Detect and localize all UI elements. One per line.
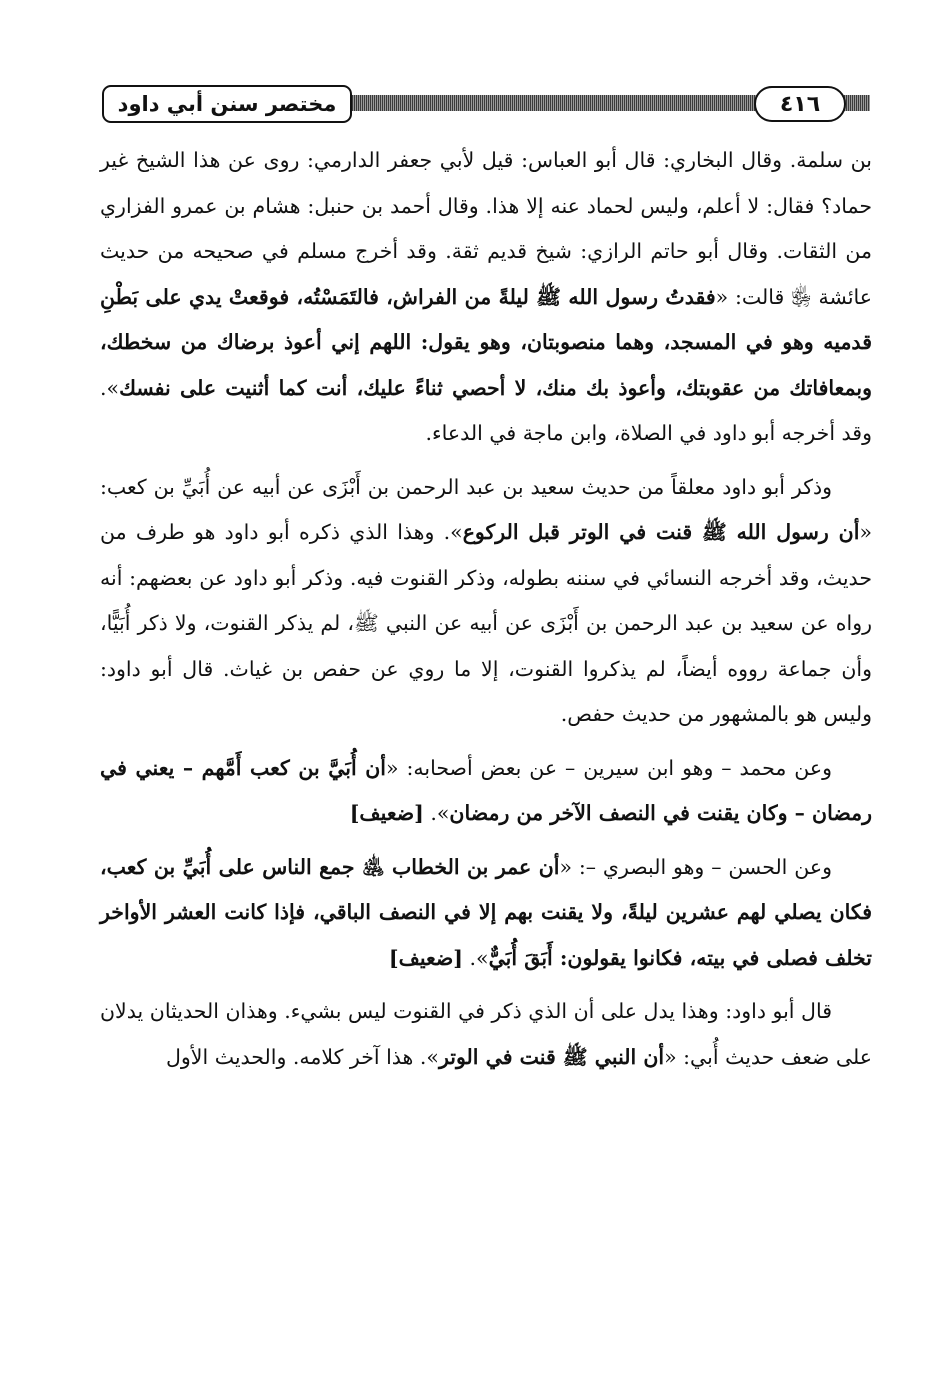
text-span: ». وقد أخرجه أبو داود في الصلاة، وابن ماجة في الدعاء. <box>100 375 872 445</box>
text-span: ». هذا آخر كلامه. والحديث الأول <box>166 1044 439 1069</box>
page-header <box>100 84 872 128</box>
text-span: قال أبو داود: وهذا يدل على أن الذي ذكر في القنوت ليس بشيء. وهذان الحديثان يدلان على ضعف حديث أُبي: « <box>100 999 872 1069</box>
page-number: ٤١٦ <box>779 91 821 117</box>
hadith-text: أن عمر بن الخطاب ﵁ جمع الناس على أُبَيِّ بن كعب، فكان يصلي لهم عشرين ليلةً، ولا يقنت بهم إلا في النصف الباقي، فإذا كانت العشر الأواخر تخلف فصلى في بيته، فكانوا يقولون: أَبَقَ أُبَيٌّ <box>100 854 872 970</box>
text-span: بن سلمة. وقال البخاري: قال أبو العباس: قيل لأبي جعفر الدارمي: روى عن هذا الشيخ غير حماد؟ فقال: لا أعلم، وليس لحماد عنه إلا هذا. وقال أحمد بن حنبل: هشام بن عمرو الفزاري من الثقات. وقال أبو حاتم الرازي: شيخ قديم ثقة. وقد أخرج مسلم في صحيحه من حديث عائشة ﵂ قالت: « <box>100 148 872 309</box>
text-span: وعن الحسن – وهو البصري –: « <box>559 854 832 879</box>
grading-badge: [ضعيف] <box>349 801 424 825</box>
paragraph <box>100 465 872 738</box>
paragraph <box>100 746 872 837</box>
book-title-box <box>102 85 352 123</box>
hadith-text: أن رسول الله ﷺ قنت في الوتر قبل الركوع <box>462 520 860 544</box>
paragraph <box>100 845 872 982</box>
hadith-text: أن النبي ﷺ قنت في الوتر <box>438 1044 665 1069</box>
hadith-text: أن أُبَيَّ بن كعب أَمَّهم – يعني في رمضان – وكان يقنت في النصف الآخر من رمضان <box>100 755 872 825</box>
book-title: مختصر سنن أبي داود <box>117 92 337 116</box>
paragraph <box>100 989 872 1080</box>
text-span: وعن محمد – وهو ابن سيرين – عن بعض أصحابه: « <box>386 755 832 780</box>
page-number-box <box>754 86 846 122</box>
hadith-text: فقدتُ رسول الله ﷺ ليلةً من الفراش، فالتَمَسْتُه، فوقعتْ يدي على بَطْنِ قدميه وهو في المسجد، وهما منصوبتان، وهو يقول: اللهم إني أعوذ برضاك من سخطك، وبمعافاتك من عقوبتك، وأعوذ بك منك، لا أحصي ثناءً عليك، أنت كما أثنيت على نفسك <box>100 284 872 400</box>
paragraph <box>100 138 872 457</box>
grading-badge: [ضعيف] <box>388 945 464 970</box>
page-body <box>100 138 872 1080</box>
text-span: ». وهذا الذي ذكره أبو داود هو طرف من حديث، وقد أخرجه النسائي في سننه بطوله، وذكر القنوت فيه. وذكر أبو داود عن بعضهم: أنه رواه عن سعيد بن عبد الرحمن بن أَبْزَى عن أبيه عن النبي ﷺ، لم يذكر القنوت، ولا ذكر أُبَيًّا، وأن جماعة رووه أيضاً، لم يذكروا القنوت، إلا ما روي عن حفص بن غياث. قال أبو داود: وليس هو بالمشهور من حديث حفص. <box>100 520 872 726</box>
text-span: ». <box>423 801 450 825</box>
text-span: وذكر أبو داود معلقاً من حديث سعيد بن عبد الرحمن بن أَبْزَى عن أبيه عن أُبَيِّ بن كعب: « <box>100 474 872 544</box>
text-span: ». <box>463 945 489 970</box>
